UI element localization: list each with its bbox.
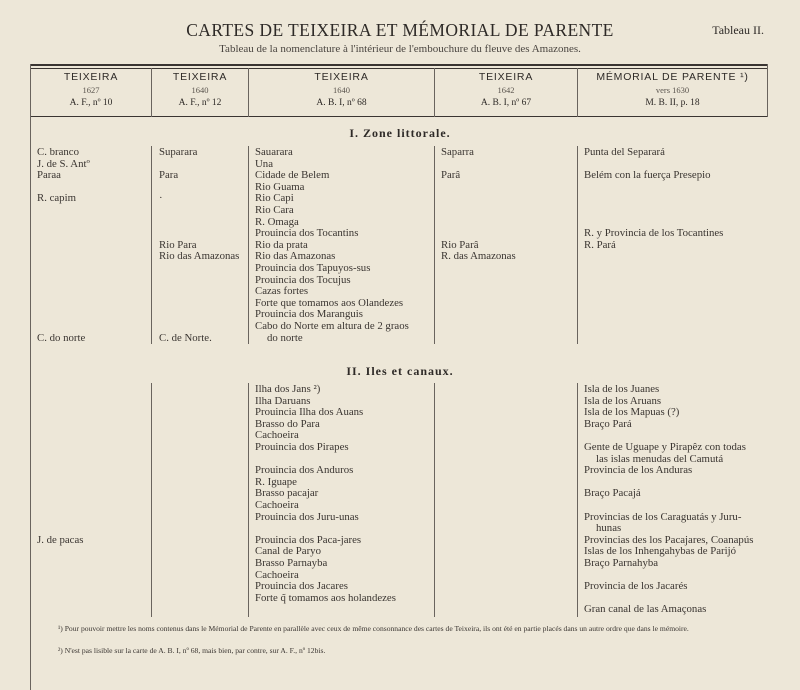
- table-cell: Islas de los Inhengahybas de Parijó: [584, 545, 737, 558]
- table-cell: hunas: [596, 522, 622, 535]
- column-header: [31, 71, 151, 110]
- header-name: TEIXEIRA: [63, 71, 119, 83]
- table-cell: C. de Norte.: [159, 331, 212, 344]
- table-cell: Isla de los Mapuas (?): [584, 406, 680, 419]
- col-divider: [577, 383, 578, 617]
- table-cell: Rio da prata: [255, 238, 308, 251]
- table-cell: R. Omaga: [255, 215, 299, 228]
- column-header: [152, 71, 248, 110]
- table-cell: Forte que tomamos aos Olandezes: [255, 296, 404, 309]
- table-cell: Prouincia dos Jacares: [255, 580, 348, 593]
- col-divider: [577, 146, 578, 344]
- table-cell: Prouincia dos Maranguis: [255, 308, 363, 321]
- table-cell: R. y Provincia de los Tocantines: [584, 227, 724, 240]
- table-cell: R. Iguape: [255, 475, 297, 488]
- column-header: [435, 71, 577, 110]
- column-header: [578, 71, 767, 110]
- table-cell: Para: [159, 169, 179, 182]
- col-divider: [151, 383, 152, 617]
- header-year: 1640: [191, 85, 209, 95]
- table-cell: las islas menudas del Camutá: [596, 452, 724, 465]
- col-divider: [248, 383, 249, 617]
- frame-right: [767, 64, 768, 117]
- table-cell: Brasso pacajar: [255, 487, 319, 500]
- table-cell: R. capim: [37, 192, 76, 205]
- table-cell: Braço Parnahyba: [584, 557, 659, 569]
- table-cell: Prouincia dos Anduros: [255, 464, 354, 477]
- table-cell: Prouincia dos Tapuyos-sus: [255, 262, 371, 274]
- column-header: [249, 71, 434, 110]
- header-ref: A. B. I, nº 68: [316, 98, 367, 108]
- footnote: ²) N'est pas lisible sur la carte de A. B. I, nº 68, mais bien, par contre, sur A. F., nº 12bis.: [58, 646, 326, 655]
- header-year: 1627: [82, 85, 100, 95]
- table-cell: Cazas fortes: [255, 285, 309, 298]
- table-cell: Gran canal de las Amaçonas: [584, 603, 707, 616]
- header-name: TEIXEIRA: [172, 71, 228, 83]
- table-cell: Isla de los Juanes: [584, 383, 660, 395]
- table-cell: ·: [159, 192, 163, 205]
- table-cell: Suparara: [159, 146, 198, 158]
- table-cell: Cachoeira: [255, 499, 299, 511]
- table-cell: Rio Guama: [255, 180, 305, 193]
- table-cell: Isla de los Aruans: [584, 394, 662, 407]
- table-cell: Gente de Uguape y Pirapêz con todas: [584, 441, 746, 453]
- table-cell: Prouincia dos Pirapes: [255, 441, 349, 453]
- table-cell: C. branco: [37, 146, 79, 158]
- table-cell: Canal de Paryo: [255, 545, 321, 558]
- header-ref: A. F., nº 12: [178, 98, 222, 108]
- table-cell: Provincias des los Pacajares, Coanapús: [584, 533, 754, 546]
- table-top-rule: [30, 64, 768, 66]
- table-cell: Cachoeira: [255, 429, 299, 442]
- table-cell: Saparra: [441, 146, 474, 158]
- table-cell: Rio Cara: [255, 204, 294, 216]
- section-title: I. Zone littorale.: [349, 126, 451, 140]
- table-cell: do norte: [267, 331, 303, 344]
- table-cell: Ilha dos Jans ²): [255, 383, 321, 395]
- table-cell: Rio das Amazonas: [255, 250, 336, 263]
- page-subtitle: Tableau de la nomenclature à l'intérieur de l'embouchure du fleuve des Amazones.: [219, 43, 581, 55]
- table-cell: Brasso Parnayba: [255, 557, 328, 569]
- table-cell: Sauarara: [255, 146, 293, 158]
- table-cell: Una: [255, 157, 273, 170]
- table-cell: Rio Para: [159, 238, 197, 251]
- col-divider: [434, 383, 435, 617]
- table-cell: Cabo do Norte em altura de 2 graos: [255, 320, 409, 332]
- table-cell: Prouincia Ilha dos Auans: [255, 406, 364, 419]
- table-cell: Cachoeira: [255, 568, 299, 581]
- header-year: 1642: [497, 85, 515, 95]
- header-year: 1640: [333, 85, 350, 95]
- table-cell: Rio Parâ: [441, 238, 479, 251]
- col-divider: [434, 146, 435, 344]
- table-cell: Provincia de los Anduras: [584, 464, 693, 477]
- header-ref: A. B. I, nº 67: [480, 98, 532, 108]
- table-top-rule-inner: [30, 68, 768, 69]
- table-cell: Parâ: [441, 169, 461, 182]
- table-cell: Braço Pará: [584, 417, 632, 430]
- header-ref: M. B. II, p. 18: [645, 98, 700, 108]
- col-divider: [248, 146, 249, 344]
- table-number: Tableau II.: [712, 23, 764, 37]
- table-cell: Rio das Amazonas: [159, 250, 240, 263]
- header-year: vers 1630: [655, 85, 690, 95]
- table-cell: Forte q̃ tomamos aos holandezes: [255, 591, 396, 604]
- footnote: ¹) Pour pouvoir mettre les noms contenus dans le Mémorial de Parente en parallèle avec ceux de même consonnance des cartes de Teixeira, ils ont été en partie placés dans un autre ordre que dans le mémoire.: [58, 624, 689, 633]
- header-name: TEIXEIRA: [478, 71, 534, 83]
- header-ref: A. F., nº 10: [69, 98, 113, 108]
- table-cell: J. de S. Antº: [37, 157, 90, 170]
- table-cell: Prouincia dos Paca-jares: [255, 533, 362, 546]
- table-cell: Cidade de Belem: [255, 169, 330, 182]
- table-cell: Rio Capi: [255, 192, 294, 205]
- table-cell: R. das Amazonas: [441, 250, 516, 263]
- table-cell: Paraa: [37, 169, 61, 182]
- table-cell: Brasso do Para: [255, 417, 320, 430]
- table-cell: Prouincia dos Tocujus: [255, 273, 351, 286]
- table-cell: Prouincia dos Juru-unas: [255, 510, 359, 523]
- page-title: CARTES DE TEIXEIRA ET MÉMORIAL DE PARENTE: [186, 20, 614, 40]
- table-cell: C. do norte: [37, 331, 86, 344]
- header-bottom-rule: [30, 116, 768, 117]
- table-cell: Punta del Separará: [584, 146, 665, 158]
- table-cell: Braço Pacajá: [584, 487, 641, 500]
- section-title: II. Iles et canaux.: [346, 364, 454, 378]
- header-name: MÉMORIAL DE PARENTE ¹): [596, 71, 749, 83]
- header-name: TEIXEIRA: [314, 71, 369, 83]
- table-cell: Prouincia dos Tocantins: [255, 227, 359, 240]
- table-cell: Provincia de los Jacarés: [584, 580, 688, 593]
- table-cell: J. de pacas: [37, 533, 84, 546]
- col-divider: [151, 146, 152, 344]
- table-cell: Provincias de los Caraguatás y Juru-: [584, 510, 742, 523]
- table-cell: R. Pará: [584, 238, 616, 251]
- table-cell: Ilha Daruans: [255, 394, 311, 407]
- table-cell: Belém con la fuerça Presepio: [584, 169, 711, 182]
